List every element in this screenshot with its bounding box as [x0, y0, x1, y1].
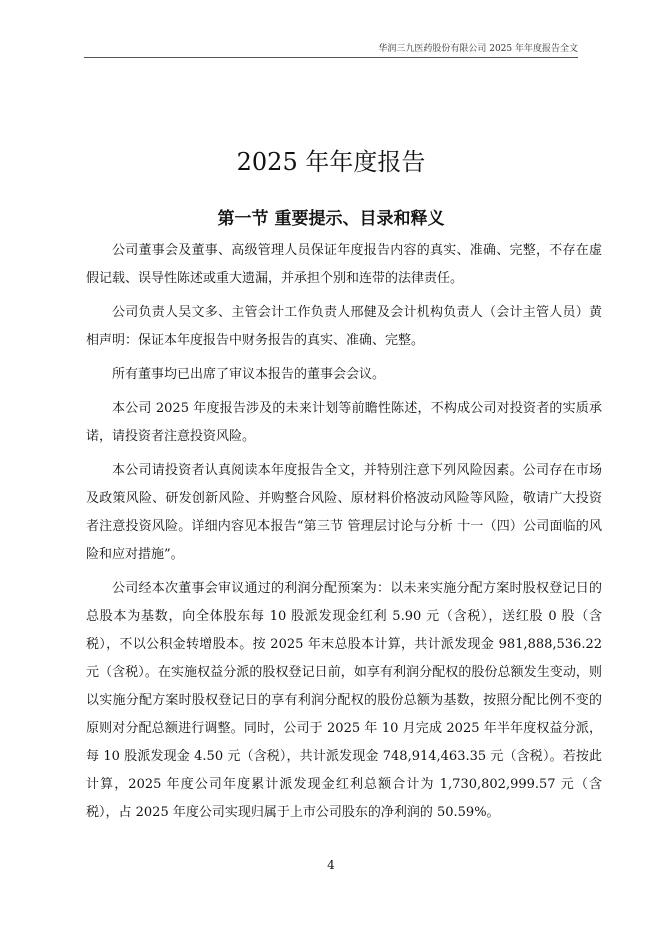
- paragraph-officer-statement: 公司负责人吴文多、主管会计工作负责人邢健及会计机构负责人（会计主管人员）黄相声明：保证本年度报告中财务报告的真实、准确、完整。: [86, 305, 602, 348]
- paragraph-director-guarantee: 公司董事会及董事、高级管理人员保证年度报告内容的真实、准确、完整，不存在虚假记载、误导性陈述或重大遗漏，并承担个别和连带的法律责任。: [86, 243, 602, 286]
- body-text: [86, 237, 602, 827]
- page-number: 4: [327, 858, 335, 872]
- paragraph-risk-factors: 本公司请投资者认真阅读本年度报告全文，并特别注意下列风险因素。公司存在市场及政策风险、研发创新风险、并购整合风险、原材料价格波动风险等风险，敬请广大投资者注意投资风险。详细内容见本报告“第三节 管理层讨论与分析 十一（四）公司面临的风险和应对措施”。: [86, 463, 602, 562]
- running-header: 华润三九医药股份有限公司 2025 年年度报告全文: [378, 44, 578, 54]
- document-title: 2025 年年度报告: [236, 148, 426, 177]
- paragraph-forward-looking: 本公司 2025 年度报告涉及的未来计划等前瞻性陈述，不构成公司对投资者的实质承诺，请投资者注意投资风险。: [86, 401, 602, 444]
- paragraph-board-attendance: 所有董事均已出席了审议本报告的董事会会议。: [112, 367, 386, 382]
- section-heading: 第一节 重要提示、目录和释义: [217, 209, 445, 230]
- header-divider: [84, 57, 578, 58]
- paragraph-profit-distribution: 公司经本次董事会审议通过的利润分配预案为：以未来实施分配方案时股权登记日的总股本为基数，向全体股东每 10 股派发现金红利 5.90 元（含税），送红股 0 股（含税），不以公积金转增股本。按 2025 年末总股本计算，共计派发现金 981,888,536.22 元（含税）。在实施权益分派的股权登记日前，如享有利润分配权的股份总额发生变动，则以实施分配方案时股权登记日的享有利润分配权的股份总额为基数，按照分配比例不变的原则对分配总额进行调整。同时，公司于 2025 年 10 月完成 2025 年半年度权益分派，每 10 股派发现金 4.50 元（含税），共计派发现金 748,914,463.35 元（含税）。若按此计算，2025 年度公司年度累计派发现金红利总额合计为 1,730,802,999.57 元（含税），占 2025 年度公司实现归属于上市公司股东的净利润的 50.59%。: [86, 581, 602, 820]
